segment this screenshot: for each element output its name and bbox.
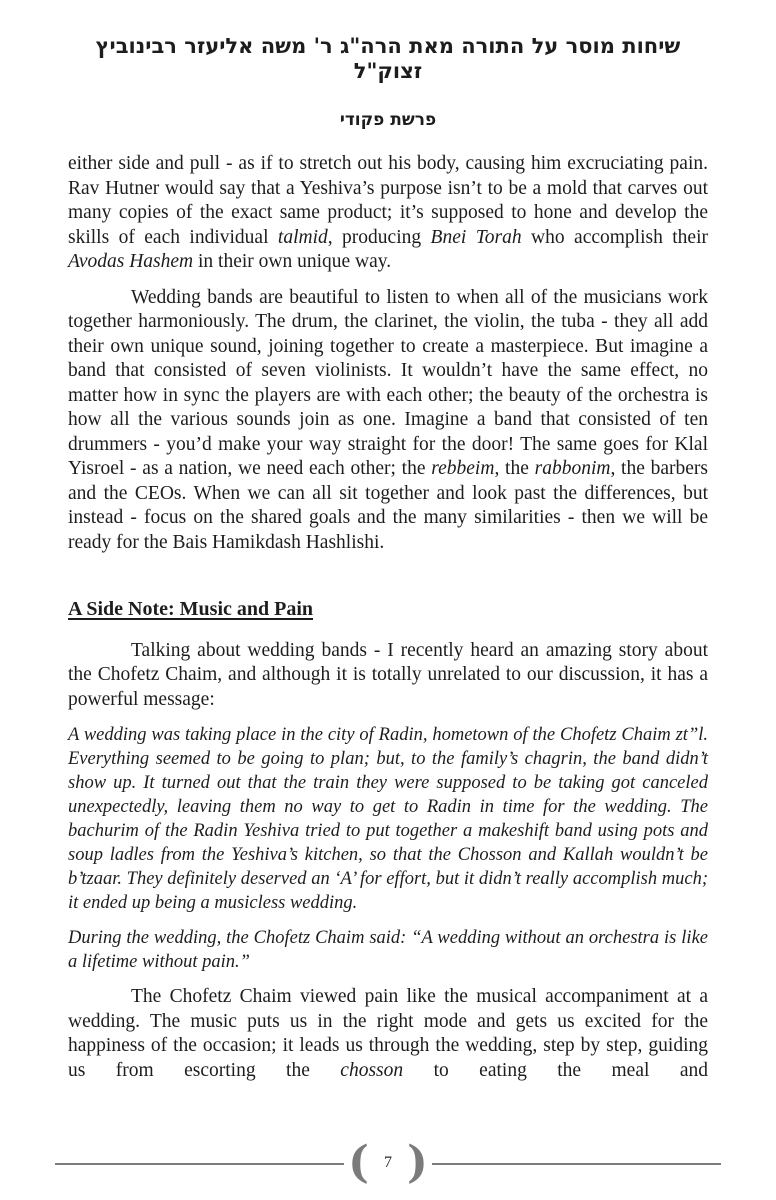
blockquote-radin-story: A wedding was taking place in the city of Radin, hometown of the Chofetz Chaim zt”l. Everything seemed to be going to plan; but, to the family’s chagrin, the band didn’t show up. It turned out that the train they were supposed to be taking got canceled unexpectedly, leaving them no way to get to Radin in time for the wedding. The bachurim of the Radin Yeshiva tried to put together a makeshift band using pots and soup ladles from the Yeshiva’s kitchen, so that the Chosson and Kallah wouldn’t be b’tzaar. They definitely deserved an ‘A’ for effort, but it didn’t really accomplish much; it ended up being a musicless wedding.	[68, 725, 708, 914]
hebrew-subtitle-parsha: פרשת פקודי	[339, 110, 437, 131]
page-footer	[55, 1137, 721, 1188]
paragraph-wedding-bands: Wedding bands are beautiful to listen to when all of the musicians work together harmoniously. The drum, the clarinet, the violin, the tuba - they all add their own unique sound, joining together to create a masterpiece. But imagine a band that consisted of seven violinists. It wouldn’t have the same effect, no matter how in sync the players are with each other; the beauty of the orchestra is how all the various sounds join as one. Imagine a band that consisted of ten drummers - you’d make your way straight for the door! The same goes for Klal Yisroel - as a nation, we need each other; the rebbeim, the rabbonim, the barbers and the CEOs. When we can all sit together and look past the differences, but instead - focus on the shared goals and the many similarities - then we will be ready for the Bais Hamikdash Hashlishi.	[68, 286, 709, 553]
blockquote-chofetz-chaim-said: During the wedding, the Chofetz Chaim said: “A wedding without an orchestra is like a lifetime without pain.”	[68, 928, 708, 973]
footer-rule-right	[432, 1163, 721, 1165]
paragraph-pain-accompaniment: The Chofetz Chaim viewed pain like the musical accompaniment at a wedding. The music puts us in the right mode and gets us excited for the happiness of the occasion; it leads us through the wedding, step by step, guiding us from escorting the chosson to eating the meal and	[68, 986, 709, 1081]
footer-left-bracket-ornament: (	[348, 1137, 369, 1188]
article-body	[68, 152, 708, 1083]
page-number: 7	[384, 1154, 392, 1171]
footer-rule-left	[55, 1163, 344, 1165]
paragraph-continuation: either side and pull - as if to stretch out his body, causing him excruciating pain. Rav Hutner would say that a Yeshiva’s purpose isn’t to be a mold that carves out many copies of the exact same product; it’s supposed to hone and develop the skills of each individual talmid, producing Bnei Torah who accomplish their Avodas Hashem in their own unique way.	[68, 153, 708, 273]
paragraph-talking-about: Talking about wedding bands - I recently heard an amazing story about the Chofetz Chaim, and although it is totally unrelated to our discussion, it has a powerful message:	[68, 639, 708, 710]
hebrew-title: שיחות מוסר על התורה מאת הרה"ג ר' משה אליעזר רבינוביץ זצוק"ל	[95, 34, 681, 84]
footer-right-bracket-ornament: )	[407, 1137, 428, 1188]
section-heading-side-note: A Side Note: Music and Pain	[68, 598, 314, 621]
